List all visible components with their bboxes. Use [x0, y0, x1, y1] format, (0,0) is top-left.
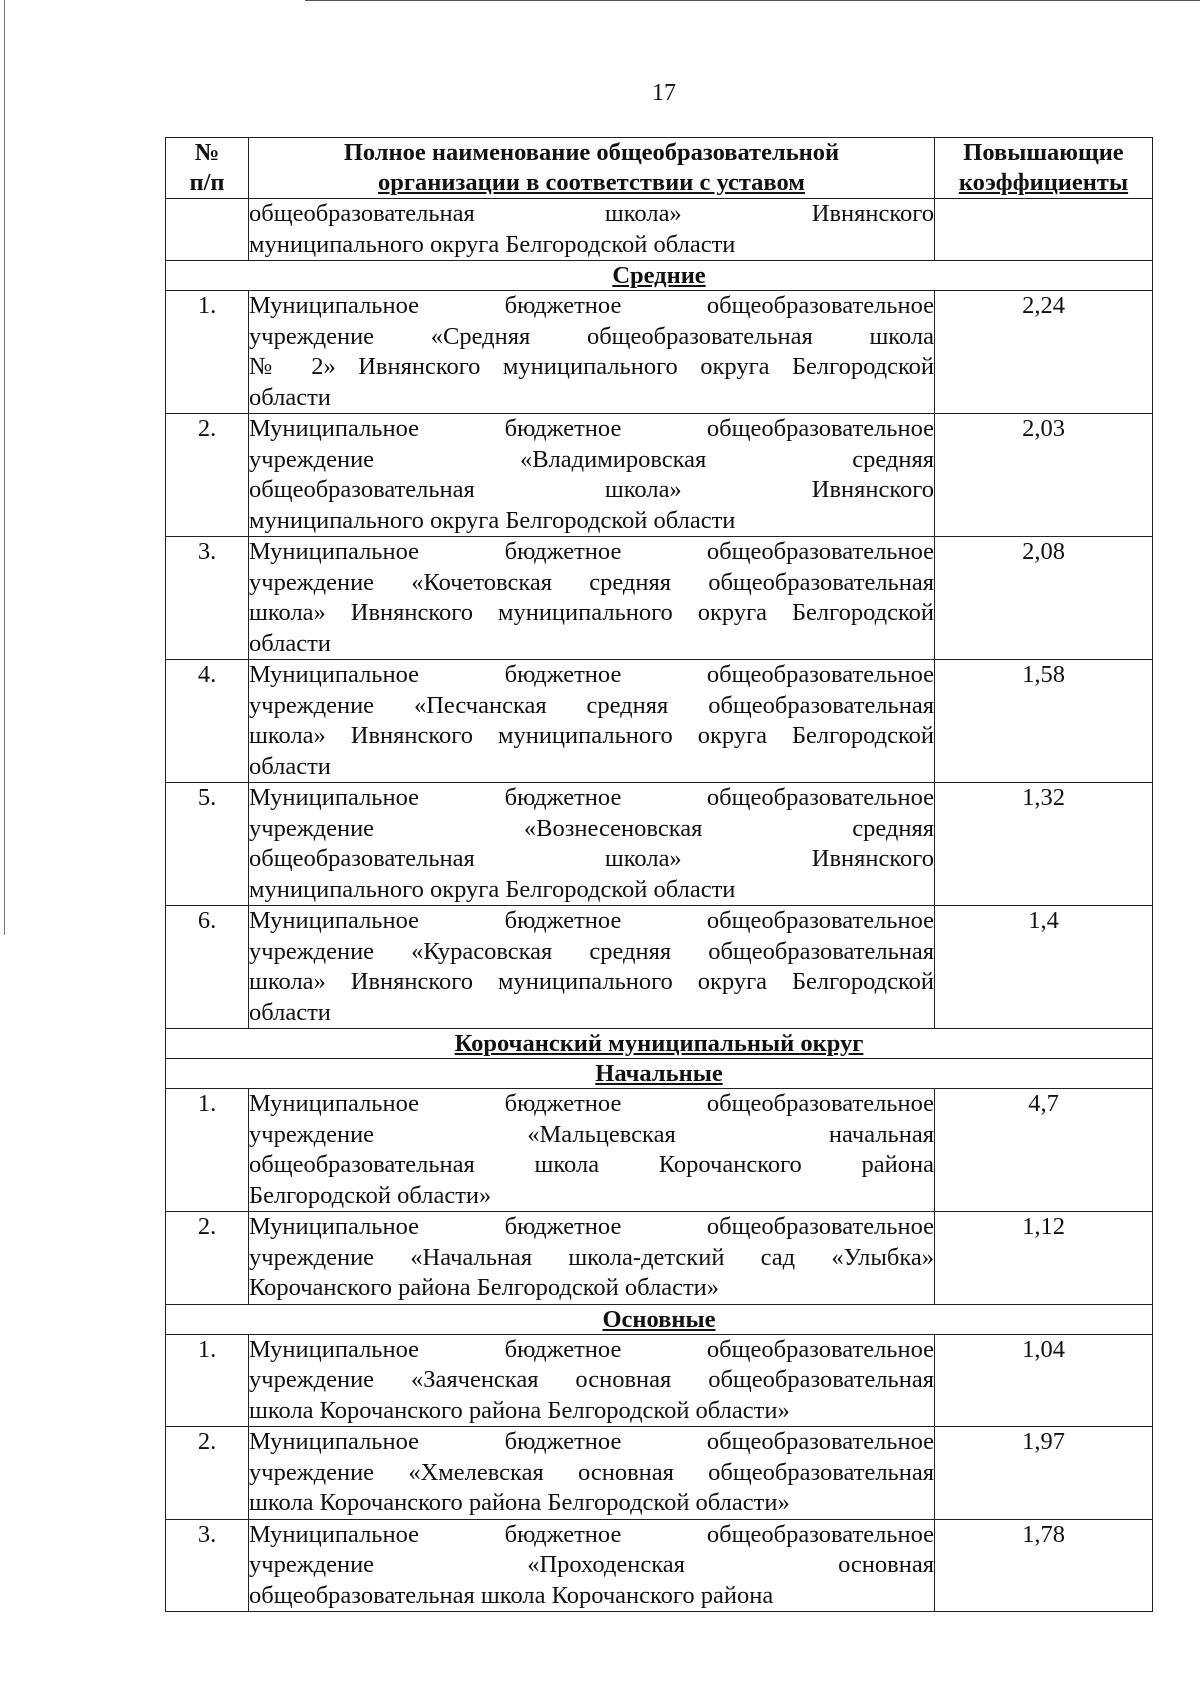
- name-line: школа» Ивнянского муниципального округа Белгородской: [249, 722, 934, 749]
- name-line: учреждение «Курасовская средняя общеобразовательная: [249, 937, 934, 965]
- header-full-name: Полное наименование общеобразовательной организации в соответствии с уставом: [249, 138, 935, 199]
- name-line: Муниципальное бюджетное общеобразовательное: [249, 907, 934, 934]
- name-line: школа Корочанского района Белгородской области»: [249, 1489, 790, 1516]
- table-row: [166, 783, 1153, 906]
- name-line: учреждение «Средняя общеобразовательная школа: [249, 322, 934, 350]
- row-name: [249, 1334, 935, 1427]
- name-line: Муниципальное бюджетное общеобразовательное: [249, 1213, 934, 1240]
- name-line: муниципального округа Белгородской области: [249, 875, 736, 903]
- header-number: № п/п: [166, 138, 249, 199]
- name-line: Муниципальное бюджетное общеобразовательное: [249, 1520, 934, 1548]
- name-line: области: [249, 629, 331, 657]
- name-line: области: [249, 383, 331, 411]
- name-line: общеобразовательная школа Корочанского района: [249, 1151, 934, 1178]
- row-number: 3.: [166, 1519, 249, 1612]
- row-name: [249, 660, 935, 783]
- left-edge-line: [4, 0, 5, 935]
- section-title: Средние: [166, 261, 1153, 291]
- row-coefficient: 2,08: [935, 537, 1153, 660]
- name-line: области: [249, 752, 331, 780]
- row-number: 6.: [166, 906, 249, 1029]
- name-line: учреждение «Хмелевская основная общеобразовательная: [249, 1458, 934, 1486]
- table-row: [166, 1519, 1153, 1612]
- name-line: общеобразовательная школа Корочанского района: [249, 1581, 774, 1609]
- table-row: [166, 537, 1153, 660]
- row-name: [249, 906, 935, 1029]
- name-line: Муниципальное бюджетное общеобразовательное: [249, 415, 934, 442]
- name-line: общеобразовательная школа» Ивнянского: [249, 476, 934, 503]
- row-number: 3.: [166, 537, 249, 660]
- table-row: [166, 906, 1153, 1029]
- row-name: [249, 783, 935, 906]
- section-title: Основные: [166, 1304, 1153, 1334]
- section-row: [166, 1059, 1153, 1089]
- name-line: школа Корочанского района Белгородской области»: [249, 1396, 790, 1424]
- row-coefficient: 1,04: [935, 1334, 1153, 1427]
- name-line: учреждение «Проходенская основная: [249, 1551, 934, 1578]
- name-line: учреждение «Начальная школа-детский сад «Улыбка»: [249, 1243, 934, 1271]
- name-line: школа» Ивнянского муниципального округа Белгородской: [249, 968, 934, 995]
- row-name: [249, 414, 935, 537]
- name-line: муниципального округа Белгородской области: [249, 506, 736, 534]
- row-number: 2.: [166, 1212, 249, 1305]
- row-number: 1.: [166, 1334, 249, 1427]
- table-row: [166, 291, 1153, 414]
- table-row: [166, 660, 1153, 783]
- name-line: школа» Ивнянского муниципального округа Белгородской: [249, 599, 934, 626]
- name-line: Муниципальное бюджетное общеобразовательное: [249, 292, 934, 319]
- row-coefficient: [935, 199, 1153, 261]
- row-name: [249, 1089, 935, 1212]
- schools-coefficients-table: [165, 137, 1153, 1612]
- row-number: [166, 199, 249, 261]
- row-name: общеобразовательная школа» Ивнянского муниципального округа Белгородской области: [249, 199, 935, 261]
- row-number: 2.: [166, 414, 249, 537]
- row-coefficient: 1,32: [935, 783, 1153, 906]
- row-number: 4.: [166, 660, 249, 783]
- section-row: [166, 1029, 1153, 1059]
- name-line: учреждение «Кочетовская средняя общеобразовательная: [249, 568, 934, 596]
- name-line: Муниципальное бюджетное общеобразовательное: [249, 1428, 934, 1455]
- row-name: [249, 537, 935, 660]
- name-line: учреждение «Владимировская средняя: [249, 445, 934, 473]
- row-coefficient: 1,78: [935, 1519, 1153, 1612]
- name-line: учреждение «Песчанская средняя общеобразовательная: [249, 691, 934, 719]
- name-line: учреждение «Заяченская основная общеобразовательная: [249, 1366, 934, 1393]
- table-header-row: [166, 138, 1153, 199]
- row-number: 5.: [166, 783, 249, 906]
- row-number: 1.: [166, 291, 249, 414]
- name-line: учреждение «Мальцевская начальная: [249, 1120, 934, 1148]
- table-row: [166, 1212, 1153, 1305]
- row-number: 1.: [166, 1089, 249, 1212]
- section-row: [166, 1304, 1153, 1334]
- row-name: [249, 1519, 935, 1612]
- row-name: [249, 291, 935, 414]
- row-coefficient: 1,12: [935, 1212, 1153, 1305]
- header-coefficients: Повышающие коэффициенты: [935, 138, 1153, 199]
- name-line: учреждение «Вознесеновская средняя: [249, 814, 934, 842]
- name-line: Муниципальное бюджетное общеобразовательное: [249, 784, 934, 811]
- top-edge-line: [305, 0, 1200, 1]
- table-row: [166, 414, 1153, 537]
- row-name: [249, 1427, 935, 1520]
- name-line: Белгородской области»: [249, 1181, 492, 1209]
- continuation-row: [166, 199, 1153, 261]
- row-coefficient: 1,97: [935, 1427, 1153, 1520]
- section-row: [166, 261, 1153, 291]
- name-line: Корочанского района Белгородской области»: [249, 1274, 720, 1301]
- name-line: области: [249, 998, 331, 1026]
- table-row: [166, 1089, 1153, 1212]
- row-coefficient: 4,7: [935, 1089, 1153, 1212]
- name-line: общеобразовательная школа» Ивнянского: [249, 845, 934, 872]
- table-row: [166, 1334, 1153, 1427]
- row-coefficient: 1,4: [935, 906, 1153, 1029]
- row-number: 2.: [166, 1427, 249, 1520]
- section-title: Начальные: [166, 1059, 1153, 1089]
- table-row: [166, 1427, 1153, 1520]
- name-line: Муниципальное бюджетное общеобразовательное: [249, 661, 934, 688]
- name-line: Муниципальное бюджетное общеобразовательное: [249, 1090, 934, 1117]
- row-name: [249, 1212, 935, 1305]
- page-number: 17: [652, 80, 676, 106]
- name-line: Муниципальное бюджетное общеобразовательное: [249, 1335, 934, 1363]
- row-coefficient: 2,03: [935, 414, 1153, 537]
- name-line: Муниципальное бюджетное общеобразовательное: [249, 538, 934, 565]
- row-coefficient: 2,24: [935, 291, 1153, 414]
- row-coefficient: 1,58: [935, 660, 1153, 783]
- section-title: Корочанский муниципальный округ: [166, 1029, 1153, 1059]
- name-line: № 2» Ивнянского муниципального округа Белгородской: [249, 353, 934, 380]
- table-body: [166, 199, 1153, 1612]
